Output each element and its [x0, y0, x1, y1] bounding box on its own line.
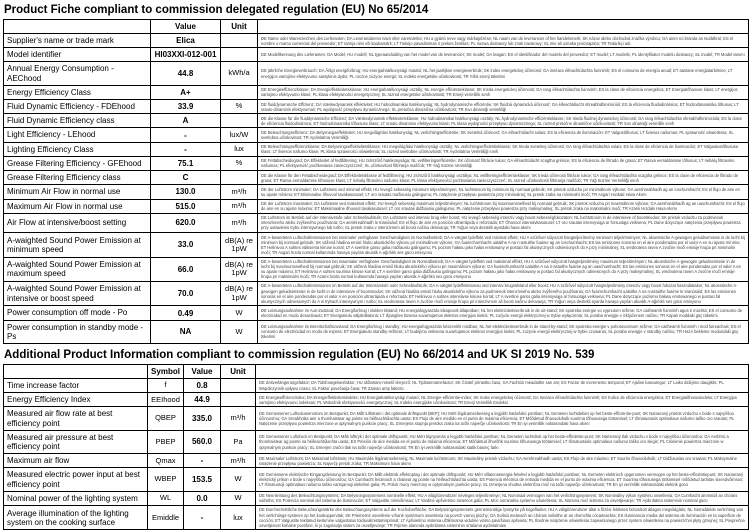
table-header-row [4, 20, 749, 34]
row-label: Measured electric power input at best efficiency point [4, 468, 148, 491]
product-fiche-table [3, 19, 749, 344]
table-row [4, 34, 749, 48]
table-row [4, 199, 749, 213]
row-value: 515.0 [151, 199, 221, 213]
row-symbol: Emiddle [148, 505, 184, 529]
row-label: Lighting Efficiency Class [4, 142, 151, 156]
column-header-value: Value [184, 364, 221, 378]
table-row [4, 128, 749, 142]
row-value: 153.5 [184, 468, 221, 491]
row-unit: W [221, 468, 256, 491]
table-row [4, 85, 749, 99]
row-symbol: Qmax [148, 454, 184, 468]
column-header-value: Value [151, 20, 221, 34]
row-multilingual-notes: DE Leistungsaufnahme im Aus-Zustand; DA Energiforbrug i slukket tilstand; HU energiafogyasztás kikapcsolt állapotban; NL het elektriciteitsverbruik in de uit-stand; SK spotreba energie vo vypnutom režime; GA caitheamh fuinnimh agus é múchta; ES el consumo de electricidad en modo desactivado; ET Energiakulu väljalülitatuna; LT išjungties būsena suvartojamos elektros energijos kiekis; PL zużycie energii elektrycznej w trybie wyłączenia; SL poraba energije v izključenem načinu; TR Kapalı moddaki güç tüketimi [258, 306, 749, 320]
row-multilingual-notes: DE Name oder Warenzeichen des Lieferanten; DA Leverandørens navn eller varemærke; HU a gyártó neve vagy márkajelzése; NL naam van de leverancier of het handelsmerk; SK názov alebo obchodná značka výrobcu; GA ainm nó branda an tsoláthraí; ES el nombre o marca comercial del proveedor; ET tarnija nimi või kaubamärk; LT Tiekėjo pavadinimas ir prekės ženklas; PL nazwa dostawcy lub znak towarowy; SL ime ali oznaka proizvajalca; TR Tedarikçi adı [258, 34, 749, 48]
table-row [4, 62, 749, 85]
row-unit: lux/W [221, 128, 258, 142]
table-row [4, 454, 749, 468]
table-row [4, 491, 749, 505]
row-label: Maximum air flow [4, 454, 148, 468]
row-symbol: PBEP [148, 430, 184, 453]
row-multilingual-notes: DE Maximaler Luftstrom; DA Maksimal luftstrøm; HU Maximális légáramsebesség; NL Maximale luchtstroom; SK Maximálny prietok vzduchu; GA Aershreabhadh uasta; ES Flujo de aire máximo; ET Suurim õhuvooluhulk; LT Didžiausias oro srautas; PL Maksymalne natężenie przepływu powietrza; SL Največji pretok zraka; TR Maksimum hava akımı [256, 454, 749, 468]
row-value: HI03XXI-012-001 [151, 48, 221, 62]
table-row [4, 468, 749, 491]
row-unit: m³/h [221, 407, 256, 430]
row-multilingual-notes: DE Beleuchtungseffizienzklasse; DA Belysningseffektivitetsklasse; HU megvilágítási hatékonysági osztály; NL verlichtingsefficiëntieklasse; SK trieda svetelnej účinnosti; GA rang éifeachtúlachta solais; ES la clase de eficiencia de iluminación; ET Valgustustõhususe klass; LT šviesos našumo klasė; PL klasa sprawności oświetlenia; SL razred svetlobne učinkovitosti; TR Aydınlatma Verimliliği sınıfı [258, 142, 749, 156]
table-row [4, 430, 749, 453]
row-unit [221, 171, 258, 185]
row-value: - [184, 505, 221, 529]
row-unit: m³/h [221, 199, 258, 213]
row-label: Maximum Air Flow in normal use [4, 199, 151, 213]
row-multilingual-notes: DE Nennleistung des Beleuchtungssystems; DA Belysningssystemets nominelle effekt; HU A világítórendszer névleges teljesítménye; NL Nominaal vermogen van het verlichtingssysteem; SK Nominálny výkon systému osvetlenia; GA Cumhacht ainmniúil an chórais soilsithe; ES Potencia nominal del sistema de iluminación; ET Valgustite nimivõimsus; LT Vardinė apšvietimo sistemos galia; PL Moc nominalna systemu oświetlenia; SL Nazivna moč sistema za osvetljevanje; TR Aydınlatma sisteminin nominal gücü [256, 491, 749, 505]
row-label: Grease Filtering Efficiency - GFEhood [4, 156, 151, 170]
row-value: 66.0 [151, 257, 221, 281]
table-row [4, 257, 749, 281]
table-row [4, 378, 749, 392]
row-unit: lux [221, 142, 258, 156]
row-label: Grease Filtering Efficiency class [4, 171, 151, 185]
row-multilingual-notes: DE Gemessene elektrische Eingangsleistung im Bestpunkt; DA Målt elektrisk effektoptag i det optimale driftspunkt; HU Mért villamosenergia-felvétel a legjobb hatásfokú pontban; NL Gemeten elektrisch opgenomen vermogen op het beste-efficiëntiepunt; SK Nameraný elektrický príkon v bode s najvyššou účinnosťou; GA Cumhacht leictreach a chaitear ag pointe na héifeachtúlachta uasta; ES Potencia eléctrica de entrada medida en el punto de máxima eficiencia; ET Suurima tõhususega töötamisel mõõdetud tarbitav sisendvõimsus; LT Išmatuotoji optimalaus našumo taško vartojamoji elektrinė galia; PL Pobór mocy mierzony w optymalnym punkcie pracy; SL Izmerjena vhodna električna moč na točki največje učinkovitosti; TR En iyi verimlilik noktasındaki elektrik gücü [256, 468, 749, 491]
table-row [4, 320, 749, 343]
row-unit [221, 34, 258, 48]
row-symbol: f [148, 378, 184, 392]
row-label: Air Flow at intensive/boost setting [4, 213, 151, 232]
column-header-symbol: Symbol [148, 364, 184, 378]
row-multilingual-notes: DE Fettabscheidegrad; DA Effektivitet af fedtfiltrering; HU zsírszűrő hatékonysága; NL vetfilteringsefficiëntie; SK účinnosť filtrácie tukov; GA éifeachtúlacht scagtha gréisce; ES la eficiencia de filtrado de grasa; ET Rasva eemaldamise tõhusus; LT riebalų filtravimo našumas; PL efektywność pochłaniania zanieczyszczeń; SL učinkovitost filtriranja maščob; TR Yağ Süzme Verimliliği [258, 156, 749, 170]
row-multilingual-notes: DE Modellkennung des Lieferanten; DA Model; HU modell; NL typeaanduiding van het model van de leverancier; SK model; GA leagan; ES el identificador del modelo del proveedor; ET mudel; LT modelis; PL identyfikator modelu dostawcy; SL model; TR Model tanımı [258, 48, 749, 62]
row-value: 0.0 [184, 491, 221, 505]
row-value: NA [151, 320, 221, 343]
row-value: A [151, 114, 221, 128]
row-value: - [151, 142, 221, 156]
header-spacer [256, 364, 749, 378]
row-unit [221, 48, 258, 62]
row-unit: W [221, 320, 258, 343]
row-value: 560.0 [184, 430, 221, 453]
row-symbol: EEIhood [148, 393, 184, 407]
row-value: 33.0 [151, 233, 221, 257]
row-value: - [151, 128, 221, 142]
row-label: A-waighted Sound Power Emission at minimum speed [4, 233, 151, 257]
row-label: Energy Efficiency Class [4, 85, 151, 99]
row-unit: % [221, 100, 258, 114]
row-value: 130.0 [151, 185, 221, 199]
row-value: Elica [151, 34, 221, 48]
table-row [4, 156, 749, 170]
row-value: C [151, 171, 221, 185]
row-multilingual-notes: DE Energieeffizienzklasse; DA Energieffektivitetsklasse; HU energiahatékonysági osztály; NL energie efficiëntieklasse; SK trieda energetickej účinnosti; GA rang éifeachtúlachta fuinnimh; ES la clase de eficiencia energética; ET Energiatõhususe klass; LT energijos vartojimo efektyvumo klasė; PL klasa efektywności energetycznej; SL razred energetske učinkovitosti; TR Enerji verimlilik sınıfı [258, 85, 749, 99]
row-value: 620.0 [151, 213, 221, 232]
row-label: Measured air flow rate at best efficiency point [4, 407, 148, 430]
table-row [4, 407, 749, 430]
row-value: 0.8 [184, 378, 221, 392]
row-multilingual-notes: DE Gemessener Luftvolumenstrom im Bestpunkt; DA Målt luftstrøm i det optimale driftspunkt (BEP); HU Mért légáramsebesség a legjobb hatásfokú pontban; NL Gemeten luchtdebiet op het beste-efficiëntie-punt; SK Nameraný prietok vzduchu v bode s najvyššou účinnosťou; GA Sreabhráta aeir a thomhaistear ag pointe na héifeachtúlachta uasta; ES Flujo de aire medido en el punto de máxima eficiencia; ET Mõõdetud õhuvooluhulk suurima tõhususega töötamisel; LT Išmatuotasis optimalaus našumo taško oro srautas; PL Natężenie przepływu powietrza mierzone w optymalnym punkcie pracy; SL Izmerjena stopnja pretoka zraka na točki največje učinkovitosti; TR En iyi verimlilik noktasındaki hava akımı [256, 407, 749, 430]
row-multilingual-notes: DE A-bewerteten Luftschallemissionen bei maximaler verfügbarer Geschwindigkeit im Normalbetrieb; DA A-vægtet lydeffekt ved maksimal effekt; HU A szűrővel súlyozott hangteljesítmény maximum teljesítményen; NL akoestische A-gewogen geluidsemissie in de lucht bij maximumsnelheid bij normaal gebruik; SK vážená hladina emisií hluku akustického výkonu pri maximálnom výkone; GA fuaimchumhacht ualaithe A na n-astuithe fuaime ag an uaschumhacht; ES las emisiones sonoras en el aire ponderadas por el valor A en su ajuste máximo; ET Helinivoo A suhtes suurima kiiruse korral; LT A svertinė garso galia didžiausiu galingumu; PL poziom hałasu jako hałas emitowany w postaci fal akustycznych odniesionych do A przy maksymalnej; SL vrednotena raven A zvočne moči emisije hrupa pri maksimalni moči; TR Azami hızda normal kullanımda havaya yayılan akustik A-ağırlıklı ses gücü emisyonu [258, 257, 749, 281]
row-multilingual-notes: DE fluiddynamische Effizienz; DA Væskedynamisk effektivitet; HU hidrodinamikai hatékonyság; NL hydrodynamische efficiëntie; SK fluidná dynamická účinnosť; GA éifeachtúlacht shreabhdhinimiciúil; ES la eficiencia fluidodinámica; ET hüdrodünaamika tõhusus; LT srauto dinaminis efektyvumas; PL wydajność przepływu dynamicznego; SL pretočna dinamična učinkovitost; TR Sıvı dinamiği verimliliği [258, 100, 749, 114]
row-unit: W [221, 491, 256, 505]
row-unit: m³/h [221, 454, 256, 468]
row-label: Power consumption off mode - Po [4, 306, 151, 320]
row-label: Average illumination of the lighting system on the cooking surface [4, 505, 148, 529]
row-value: 335.0 [184, 407, 221, 430]
row-label: Time increase factor [4, 378, 148, 392]
row-label: A-waighted Sound Power Emission at intensive or boost speed [4, 281, 151, 305]
row-unit: W [221, 306, 258, 320]
header-spacer [4, 364, 148, 378]
row-unit [221, 114, 258, 128]
page-title: Product Fiche compliant to commission delegated regulation (EU) No 65/2014 [4, 4, 429, 16]
row-multilingual-notes: DE der Luftstrom minimaler; DA Luftstrøm ved minimal effekt; HU levegő sebesség minimum teljesítményen; NL luchtstroom bij minimum bij normaal gebruik; SK prietok vzduchu pri minimálnom výkone; GA aershreabhadh ag an íoschumhacht; ES el flujo de aire en su ajuste mínimo; ET Minimaalne õhuvool tavakasutusel; LT oro srautas mažiausiu galingumu; PL natężenie przepływu powietrza przy minimalnej; SL pretok zraka na minimalni moči; TR Asgari Hızdaki Hava Akımı [258, 185, 749, 199]
row-symbol: WL [148, 491, 184, 505]
row-label: A-waighted Sound Power Emission at maximum speed [4, 257, 151, 281]
row-multilingual-notes: DE die Klasse für die fluiddynamische Effizienz; DA Væskedynamisk effektivitetsklasse; HU hidrodinamikai hatékonysági osztály; NL hydrodynamische efficiëntieklasse; SK trieda fluidnej dynamickej účinnosti; GA rang éifeachtúlachta shreabhdhinimiciúla; ES la clase de eficiencia fluidodinámica; ET hüdrodünaamika tõhususe klass; LT srauto dinaminio efektyvumo klasė; PL klasa wydajności przepływu dynamicznego; SL razred pretočne dinamične učinkovitosti; TR Sıvı dinamiği verimlilik sınıfı [258, 114, 749, 128]
table-row [4, 142, 749, 156]
row-label: Minimum Air Flow in normal use [4, 185, 151, 199]
row-multilingual-notes: DE A-bewerteten Luftschallemissionen bei minimaler verfügbarer Geschwindigkeit im Normalbetrieb; DA A-vægtet lydeffekt ved minimal effekt; HU A szűrővel súlyozott hangteljesítmény minimum teljesítményen; NL akoestische A-gewogen geluidsemissie in de lucht bij minimum bij normaal gebruik; SK vážená hladina emisií hluku akustického výkonu pri minimálnom výkone; GA fuaimchumhacht ualaithe A na n-astuithe fuaime ag an íoschumhacht; ES las emisiones sonoras en el aire ponderadas por el valor A en su ajuste mínimo; ET Helinivoo A suhtes väiksema kiiruse korral; LT A svertinė garso galia mažiausiu galingumu; PL poziom hałasu jako hałas emitowany w postaci fal akustycznych odniesionych do A przy minimalnej; SL vrednotena raven A zvočne moči emisije hrupa pri minimalni moči; TR Asgari hızda normal kullanımda havaya yayılan akustik A-ağırlıklı ses gücü emisyonu [258, 233, 749, 257]
table-row [4, 171, 749, 185]
row-label: Measured air pressure at best efficiency point [4, 430, 148, 453]
row-symbol: WBEP [148, 468, 184, 491]
row-multilingual-notes: DE Gemessener Luftdruck im Bestpunkt; DA Målt lufttryk i det optimale driftspunkt; HU Mért légnyomás a legjobb hatásfokú pontban; NL Gemeten luchtdruk op het beste-efficiëntie-punt; SK Nameraný tlak vzduchu v bode s najvyššou účinnosťou; GA Aerbhrú a thomhaistear ag pointe na héifeachtúlachta uasta; ES Presión de aire medida en el punto de máxima eficiencia; ET Mõõdetud õhurõhk suurima tõhususega töötamisel; LT Išmatuotasis optimalaus našumo taško oro slėgis; PL Ciśnienie powietrza mierzone w optymalnym punkcie pracy; SL Izmerjen zračni tlak na točki največje učinkovitosti; TR En iyi verimlilik noktasındaki statik basınç farkı [256, 430, 749, 453]
row-value: A+ [151, 85, 221, 99]
row-symbol: QBEP [148, 407, 184, 430]
table-row [4, 48, 749, 62]
table-row [4, 233, 749, 257]
row-multilingual-notes: DE Beleuchtungseffizienz; DA Belysningseffektivitet; HU megvilágítási hatékonyság; NL verlichtingsefficiëntie; SK svetelná účinnosť; GA éifeachtúlacht solais; ES la eficiencia de iluminación; ET Valgustõhusus; LT šviesos našumas; PL sprawność oświetlenia; SL svetlobna učinkovitost; TR Aydınlatma Verimliliği [258, 128, 749, 142]
row-multilingual-notes: DE Durchschnittliche Beleuchtungsstärke des Beleuchtungssystems auf der Kochoberfläche; DA Belysningssystemets gennemsnitlige lysstyrke på kogefladen; HU A világítórendszer által a főzési felületen biztosított átlagos megvilágítás; NL Gemiddelde verlichting van het verlichtings-systeem op het kookoppervlak; SK Priemerné osvetlenie vrhané systémom osvetlenia na povrch varnej plochy; GA Soilsiú meánach an chórais soilsithe ar an dromchla cócaireachta; ES Iluminancia media del sistema de iluminación en la superficie de cocción; ET Valgustite tekitatud keskmine valgustatus toiduvalmistamispinnal; LT Apšvietimo sistema užtikrinama vidutinė virimo paviršiaus apšvieta; PL Średnie natężenie oświetlenia zapewnianego przez system oświetlenia na powierzchni płyty grzejnej; SL Povprečna osvetljenost kuhalne površine, ki jo zagotavlja sistem za osvetljevanje; TR Pişirme alanında aydınlatma sisteminin ortalama aydınlatması [256, 505, 749, 529]
row-unit [221, 378, 256, 392]
row-multilingual-notes: DE die Klasse für den Fettabscheidegrad; DA Effektivitetsklasse af fedtfiltrering; HU zsírszűrő hatékonysági osztálya; NL vetfilteringsefficiëntieklasse; SK trieda účinnosti filtrácie tukov; GA rang éifeachtúlachta scagtha gréisce; ES la clase de eficiencia de filtrado de grasa; ET Rasva eemaldamise tõhususe klass; LT riebalų filtravimo našumo klasė; PL klasa efektywności pochłaniania zanieczyszczeń; SL razred učinkovitosti filtriranja maščob; TR Yağ Süzme Verimliliği sınıfı [258, 171, 749, 185]
additional-info-table [3, 364, 749, 530]
row-label: Light Efficiency - LEhood [4, 128, 151, 142]
row-unit: kWh/a [221, 62, 258, 85]
row-label: Fluid Dynamic Efficiency - FDEhood [4, 100, 151, 114]
row-value: - [184, 454, 221, 468]
row-unit [221, 393, 256, 407]
row-unit: % [221, 156, 258, 170]
table-row [4, 505, 749, 529]
row-multilingual-notes: DE jährliche Energieverbrauch; DA Årligt energiforbrug; HU energiahatékonysági mutató; NL het jaarlijkse energieverbruik; SK index energetickej účinnosti; GA innéacs éifeachtúlachta fuinnimh; ES el consumo de energía anual; ET aastane energiatarbimine; LT energijos vartojimo efektyvumo santykinis dydis; PL roczne zużycie energii; SL indeks energetske učinkovitosti; TR Yıllık enerji tüketimi [258, 62, 749, 85]
row-unit: dB(A) re 1pW [221, 233, 258, 257]
table-row [4, 100, 749, 114]
table-row [4, 213, 749, 232]
table-row [4, 393, 749, 407]
row-multilingual-notes: DE Zeitverlängerungsfaktor; DA Tidsforøgelsesfaktor; HU időtartam-növelő tényező; NL Tijdstoenamefactor; SK Činiteľ prírastku času; GA Fachtóir méadaithe san am; ES Factor de incremento temporal; ET Ajaline kasvutegur; LT Laiko didėjimo daugiklis; PL Współczynnik upływu czasu; SL Faktor povečanja časa; TR Zaman artış faktörü [256, 378, 749, 392]
row-unit [221, 85, 258, 99]
additional-info-title: Additional Product Information compliant to commission regulation (EU) No 66/2014 and UK SI 2019 No. 539 [4, 348, 595, 361]
table-row [4, 306, 749, 320]
row-value: 33.9 [151, 100, 221, 114]
header-spacer [4, 20, 151, 34]
row-multilingual-notes: DE Energieeffizienzindex; DA Energieffektivitetsindeks; HU Energiahatékonysági mutató; NL Energie-efficiëntie-index; SK Index energetickej účinnosti; GA Innéacs éifeachtúlachta fuinnimh; ES Índice de eficiencia energética; ET Energiatõhususindeks; LT Energijos vartojimo efektyvumo indeksas; PL Wskaźnik efektywności energetycznej; SL Indeks energijske učinkovitosti; TR Enerji Verimlilik Endeksi [256, 393, 749, 407]
row-value: 44.9 [184, 393, 221, 407]
row-multilingual-notes: DE der Luftstrom maximaler; DA Luftstrøm ved maksimal effekt; HU levegő sebesség maximum teljesítményen; NL luchtstroom bij maximumsnelheid bij normaal gebruik; SK prietok vzduchu pri maximálnom výkone; GA aershreabhadh ag an uaschumhacht; ES el flujo de aire en su ajuste máximo; ET Maksimaalne õhuvool tavakasutusel; LT oro srautas didžiausiu galingumu; PL natężenie przepływu powietrza przy maksymalnej; SL pretok zraka na maksimalni moči; TR Azami Hızdaki Hava Akımı [258, 199, 749, 213]
row-unit: dB(A) re 1pW [221, 257, 258, 281]
row-label: Annual Energy Consumption - AEChood [4, 62, 151, 85]
row-label: Model identifier [4, 48, 151, 62]
table-header-row [4, 364, 749, 378]
row-multilingual-notes: DE Leistungsaufnahme im Bereitschaftszustand; DA Energiforbrug i standby; HU energiafogyasztás készenléti módban; NL het elektriciteitsverbruik in de stand-by-stand; SK spotreba energie v pohotovostnom režime; GA caitheamh fuinnimh i mod fuireachais; ES el consumo de electricidad en modo de espera; ET Energiakulu standby-režiimis; LT budėjimo veiksena suvartojamos elektros energijos kiekis; PL zużycie energii elektrycznej w trybie czuwania; SL poraba energije v standby načinu; TR Hazır bekleme modundaki güç tüketimi [258, 320, 749, 343]
row-label: Fluid Dynamic Efficiency class [4, 114, 151, 128]
row-label: Nominal power of the lighting system [4, 491, 148, 505]
row-unit: dB(A) re 1pW [221, 281, 258, 305]
row-multilingual-notes: DE Luftstrom im Betrieb auf der Intensivstufe oder Schnellaufstufe; DA Luftstrøm ved intensiv brug eller boost; HU levegő sebesség intenzív vagy boost sebességfokozaton; NL luchtstroom in de intensieve of boostmodus; SK prietok vzduchu za podmienok intenzívneho alebo zvýšeného používania; GA aershreabhadh le trianúsáid; ES el flujo de aire en posición ultrarrápida o reforzada; ET Õhuvool intensiivkasutusel; LT oro srautas intensyviąja ar forsuotąja veiksena; PL Dane dotyczące natężenia przepływu powietrza przy ustawieniu trybu intensywnego lub turbo; SL pretok zraka v intenzivnem ali boost načinu delovanja; TR Yoğun veya destekli ayardaki hava akımı [258, 213, 749, 232]
header-spacer [258, 20, 749, 34]
row-label: Supplier's name or trade mark [4, 34, 151, 48]
row-label: Energy Efficiency Index [4, 393, 148, 407]
table-row [4, 114, 749, 128]
row-unit: m³/h [221, 213, 258, 232]
row-unit: Pa [221, 430, 256, 453]
row-unit: lux [221, 505, 256, 529]
row-value: 70.0 [151, 281, 221, 305]
row-multilingual-notes: DE A-bewerteten Luftschallemissionen im Betrieb auf der Intensivstufe oder Schnellaufstufe; DA A-vægtet lydeffektniveau ved intensiv brugstilstand eller boost; HU A szűrővel súlyozott hangteljesítmény intenzív vagy boost fokozat használatakor; NL akoestische A-gewogen geluidsemissie in de lucht in de intensieve of boostmodus; SK vážená hladina emisií hluku akustického výkonu za podmienok intenzívneho alebo zvýšeného používania; GA fuaimchumhacht ualaithe A na n-astuithe fuaime le trianúsáid; ES las emisiones sonoras en el aire ponderadas por el valor A en posición ultrarrápida o reforzada; ET Helinivoo A suhtes intensiivse kiiruse korral; LT A svertinė garso galia intensyviąja ar forsuotąja veiksena; PL Dane dotyczące poziomu hałasu emitowanego w postaci fal akustycznych odniesionych do A w trybach intensywnym i turbo; SL vrednotena raven A zvočne moči emisije hrupa pri intenzivnem ali boost načinu delovanja; TR Yoğun veya destekli ayarda havaya yayılan akustik A-ağırlıklı ses gücü emisyonu [258, 281, 749, 305]
row-value: 0.49 [151, 306, 221, 320]
row-label: Power consumption in standby mode - Ps [4, 320, 151, 343]
row-unit: m³/h [221, 185, 258, 199]
table-row [4, 281, 749, 305]
row-value: 44.8 [151, 62, 221, 85]
column-header-unit: Unit [221, 364, 256, 378]
table-row [4, 185, 749, 199]
row-value: 75.1 [151, 156, 221, 170]
column-header-unit: Unit [221, 20, 258, 34]
